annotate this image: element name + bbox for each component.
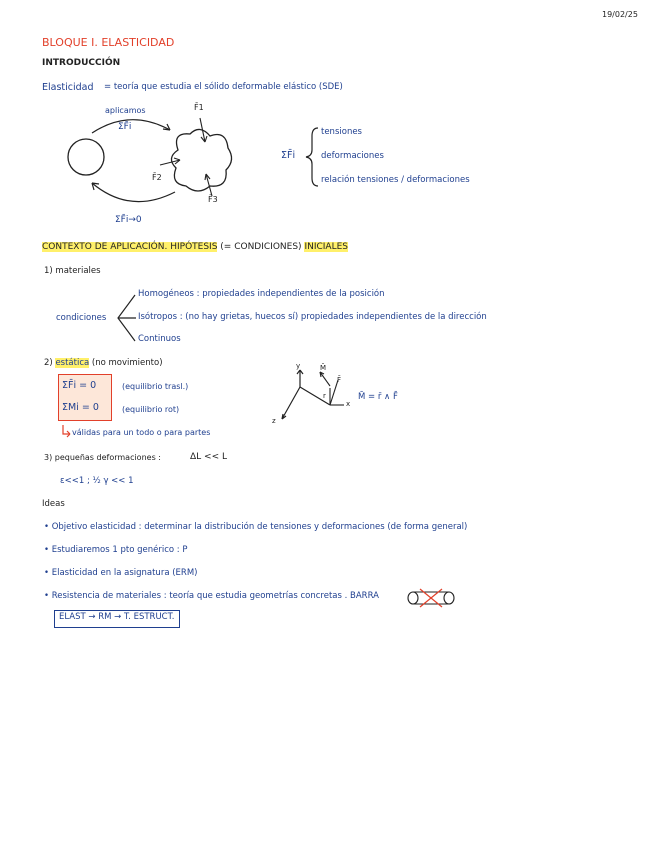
brace-item-2: relación tensiones / deformaciones — [321, 175, 470, 185]
diagram-aplicamos: aplicamos — [105, 106, 146, 115]
diagram-sum-fi-bottom: ΣF̄i→0 — [115, 215, 142, 225]
axis-x-label: x — [346, 400, 351, 408]
section-heading-introduccion: INTRODUCCIÓN — [42, 58, 121, 68]
idea-text-3: Resistencia de materiales : teoría que estudia geometrías concretas . BARRA — [51, 591, 379, 601]
materiales-item-0: Homogéneos : propiedades independientes de la posición — [138, 289, 385, 299]
eq-sum-forces: ΣF̄i = 0 — [62, 380, 97, 391]
contexto-heading-a: CONTEXTO DE APLICACIÓN. HIPÓTESIS — [42, 242, 218, 252]
idea-bullet-2: • Elasticidad en la asignatura (ERM) — [44, 568, 198, 578]
diagram-sum-fi-top: ΣF̄i — [118, 122, 132, 132]
idea-text-2: Elasticidad en la asignatura (ERM) — [51, 568, 198, 578]
deformaciones-label: 3) pequeñas deformaciones : — [44, 453, 161, 462]
contexto-heading-c: INICIALES — [304, 242, 348, 252]
estatica-heading — [44, 358, 163, 368]
estatica-num: 2) — [44, 358, 53, 368]
elasticidad-definition: = teoría que estudia el sólido deformable elástico (SDE) — [104, 82, 343, 92]
axis-m-label: M̄ — [320, 364, 327, 372]
materiales-item-1: Isótropos : (no hay grietas, huecos sí) propiedades independientes de la dirección — [138, 312, 487, 322]
contexto-heading-b: (= CONDICIONES) — [220, 242, 302, 252]
moment-equation: M̄ = r̄ ∧ F̄ — [358, 392, 398, 402]
date: 19/02/25 — [602, 10, 638, 19]
axis-r-label: r — [323, 392, 326, 400]
diagram-f3: F̄3 — [208, 195, 218, 204]
condiciones-label: condiciones — [56, 313, 107, 323]
brace-item-0: tensiones — [321, 127, 362, 137]
diagram-f1: F̄1 — [194, 103, 204, 112]
estatica-note: (no movimiento) — [91, 358, 163, 368]
axis-z-label: z — [272, 417, 276, 425]
deformaciones-cond: ΔL << L — [190, 452, 227, 462]
page-title: BLOQUE I. ELASTICIDAD — [42, 36, 175, 49]
valid-note: válidas para un todo o para partes — [72, 428, 211, 437]
ideas-heading: Ideas — [42, 499, 65, 509]
idea-bullet-1: • Estudiaremos 1 pto genérico : P — [44, 545, 188, 555]
diagram-f2: F̄2 — [152, 173, 162, 182]
eq-rot-note: (equilibrio rot) — [122, 405, 180, 414]
idea-bullet-3: • Resistencia de materiales : teoría que estudia geometrías concretas . BARRA — [44, 591, 379, 601]
chain-text: ELAST → RM → T. ESTRUCT. — [59, 612, 175, 622]
eq-trasl-note: (equilibrio trasl.) — [122, 382, 189, 391]
materiales-item-2: Continuos — [138, 334, 181, 344]
idea-bullet-0: • Objetivo elasticidad : determinar la distribución de tensiones y deformaciones (de forma general) — [44, 522, 468, 532]
section-heading-contexto — [42, 242, 348, 252]
materiales-label: 1) materiales — [44, 266, 101, 276]
idea-text-0: Objetivo elasticidad : determinar la distribución de tensiones y deformaciones (de forma general) — [51, 522, 468, 532]
estatica-label: estática — [55, 358, 90, 368]
eq-sum-moments: ΣMi = 0 — [62, 402, 99, 413]
elasticidad-label: Elasticidad — [42, 82, 94, 93]
idea-text-1: Estudiaremos 1 pto genérico : P — [51, 545, 188, 555]
brace-sum-fi: ΣF̄i — [281, 150, 296, 161]
brace-item-1: deformaciones — [321, 151, 384, 161]
deformaciones-cond2: ε<<1 ; ½ γ << 1 — [60, 476, 134, 486]
axis-y-label: y — [296, 362, 301, 370]
axis-f-label: F̄ — [337, 376, 342, 384]
